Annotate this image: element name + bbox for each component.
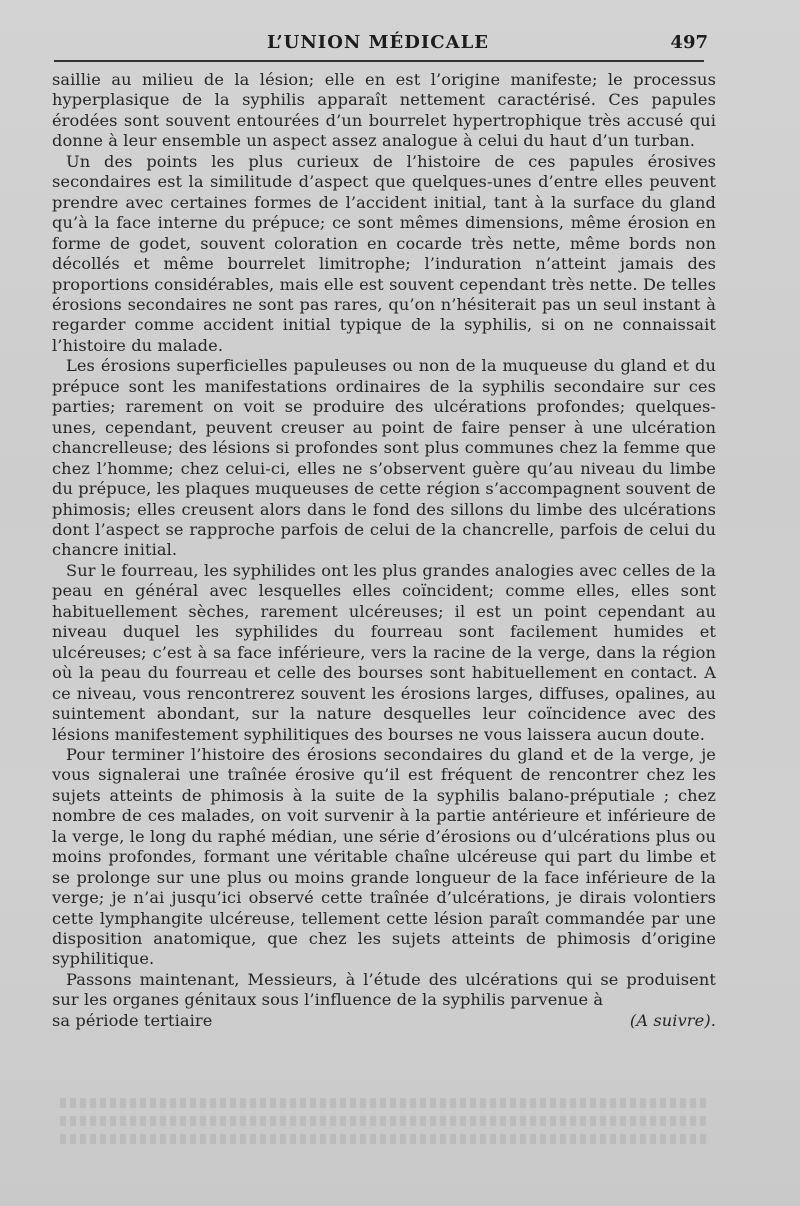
- paragraph: Passons maintenant, Messieurs, à l’étude des ulcérations qui se produisent sur les organes génitaux sous l’influence de la syphilis parvenue à: [52, 969, 716, 1010]
- body-text: [52, 70, 716, 1031]
- page-number: 497: [670, 32, 708, 53]
- closing-line: [52, 1011, 716, 1031]
- header-rule: [54, 60, 704, 62]
- page-header: [52, 32, 708, 60]
- continuation-note: (A suivre).: [629, 1010, 716, 1030]
- paragraph: Pour terminer l’histoire des érosions secondaires du gland et de la verge, je vous signalerai une traînée érosive qu’il est fréquent de rencontrer chez les sujets atteints de phimosis à la suite de la syphilis balano-préputiale ; chez nombre de ces malades, on voit survenir à la partie antérieure et inférieure de la verge, le long du raphé médian, une série d’érosions ou d’ulcérations plus ou moins profondes, formant une véritable chaîne ulcéreuse qui part du limbe et se prolonge sur une plus ou moins grande longueur de la face inférieure de la verge; je n’ai jusqu’ici observé cette traînée d’ulcérations, je dirais volontiers cette lymphangite ulcéreuse, tellement cette lésion paraît commandée par une disposition anatomique, que chez les sujets atteints de phimosis d’origine syphilitique.: [52, 744, 716, 969]
- paragraph: Sur le fourreau, les syphilides ont les plus grandes analogies avec celles de la peau en général avec lesquelles elles coïncident; comme elles, elles sont habituellement sèches, rarement ulcéreuses; il est un point cependant au niveau duquel les syphilides du fourreau sont facilement humides et ulcéreuses; c’est à sa face inférieure, vers la racine de la verge, dans la région où la peau du fourreau et celle des bourses sont habituellement en contact. A ce niveau, vous rencontrerez souvent les érosions larges, diffuses, opalines, au suintement abondant, sur la nature desquelles leur coïncidence avec des lésions manifestement syphilitiques des bourses ne vous laissera aucun doute.: [52, 560, 716, 744]
- running-title: L’UNION MÉDICALE: [267, 32, 489, 53]
- closing-text: sa période tertiaire: [52, 1010, 213, 1030]
- show-through-bleed: [60, 1090, 710, 1160]
- paragraph-continuation: saillie au milieu de la lésion; elle en est l’origine manifeste; le processus hyperplasique de la syphilis apparaît nettement caractérisé. Ces papules érodées sont souvent entourées d’un bourrelet hypertrophique très accusé qui donne à leur ensemble un aspect assez analogue à celui du haut d’un turban.: [52, 70, 716, 151]
- paragraph: Un des points les plus curieux de l’histoire de ces papules érosives secondaires est la similitude d’aspect que quelques-unes d’entre elles peuvent prendre avec certaines formes de l’accident initial, tant à la surface du gland qu’à la face interne du prépuce; ce sont mêmes dimensions, même érosion en forme de godet, souvent coloration en cocarde très nette, même bords non décollés et même bourrelet limitrophe; l’induration n’atteint jamais des proportions considérables, mais elle est souvent cependant très nette. De telles érosions secondaires ne sont pas rares, qu’on n’hésiterait pas un seul instant à regarder comme accident initial typique de la syphilis, si on ne connaissait l’histoire du malade.: [52, 151, 716, 355]
- paragraph: Les érosions superficielles papuleuses ou non de la muqueuse du gland et du prépuce sont les manifestations ordinaires de la syphilis secondaire sur ces parties; rarement on voit se produire des ulcérations profondes; quelques-unes, cependant, peuvent creuser au point de faire penser à une ulcération chancrelleuse; des lésions si profondes sont plus communes chez la femme que chez l’homme; chez celui-ci, elles ne s’observent guère qu’au niveau du limbe du prépuce, les plaques muqueuses de cette région s’accompagnent souvent de phimosis; elles creusent alors dans le fond des sillons du limbe des ulcérations dont l’aspect se rapproche parfois de celui de la chancrelle, parfois de celui du chancre initial.: [52, 356, 716, 560]
